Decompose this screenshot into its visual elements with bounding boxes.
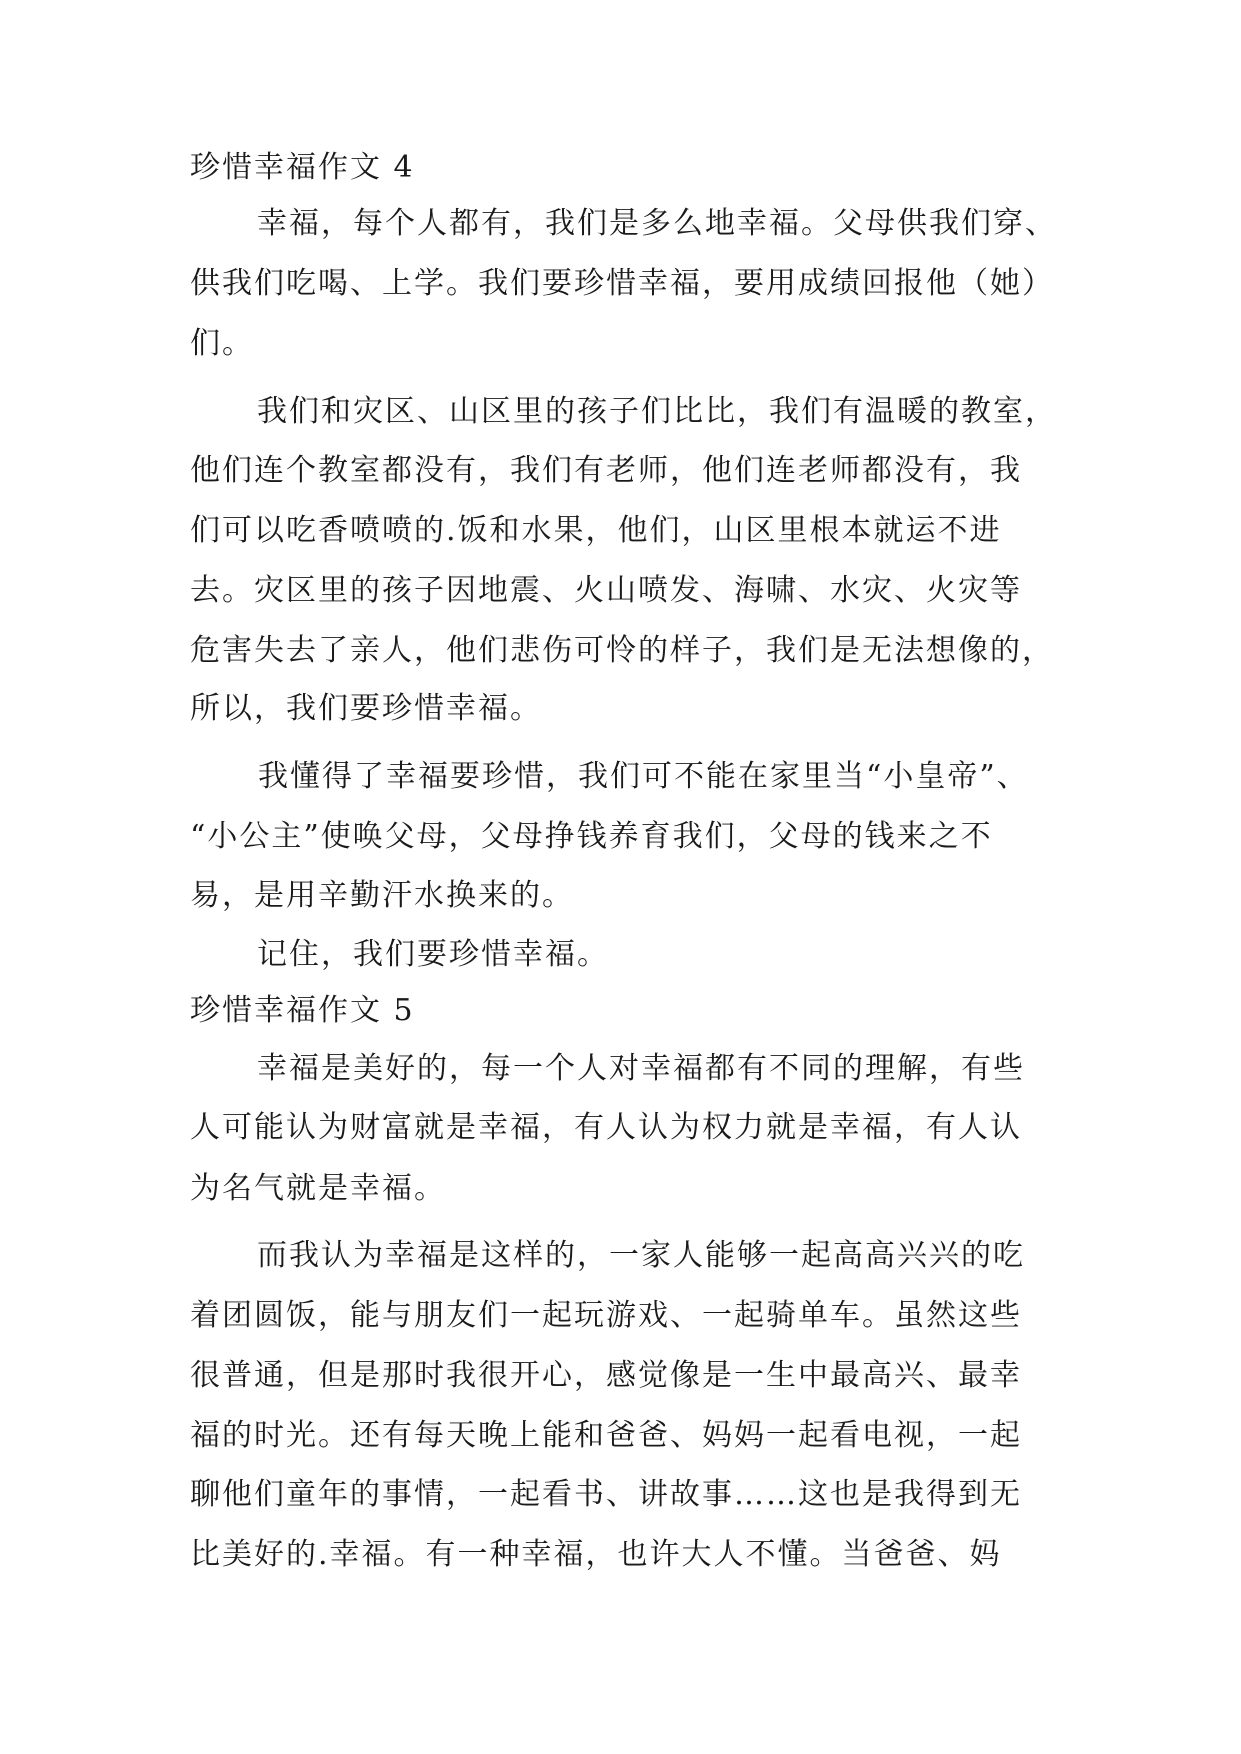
paragraph-line: 记住，我们要珍惜幸福。	[257, 937, 609, 972]
paragraph-line: 着团圆饭，能与朋友们一起玩游戏、一起骑单车。虽然这些	[190, 1298, 1022, 1333]
paragraph-line: “小公主”使唤父母，父母挣钱养育我们，父母的钱来之不	[190, 819, 993, 854]
paragraph-line: 聊他们童年的事情，一起看书、讲故事……这也是我得到无	[190, 1477, 1022, 1512]
paragraph-line: 比美好的.幸福。有一种幸福，也许大人不懂。当爸爸、妈	[190, 1537, 1002, 1572]
paragraph-line: 为名气就是幸福。	[190, 1171, 446, 1206]
paragraph-line: 我懂得了幸福要珍惜，我们可不能在家里当“小皇帝”、	[258, 759, 1029, 794]
paragraph-line: 我们和灾区、山区里的孩子们比比，我们有温暖的教室，	[257, 394, 1057, 429]
paragraph-line: 很普通，但是那时我很开心，感觉像是一生中最高兴、最幸	[190, 1358, 1022, 1393]
section-heading-5: 珍惜幸福作文 5	[190, 993, 415, 1028]
paragraph-line: 们可以吃香喷喷的.饭和水果，他们，山区里根本就运不进	[190, 513, 1002, 548]
paragraph-line: 去。灾区里的孩子因地震、火山喷发、海啸、水灾、火灾等	[190, 573, 1022, 608]
paragraph-line: 他们连个教室都没有，我们有老师，他们连老师都没有，我	[190, 453, 1022, 488]
paragraph-line: 们。	[190, 326, 254, 361]
paragraph-line: 而我认为幸福是这样的，一家人能够一起高高兴兴的吃	[257, 1238, 1025, 1273]
paragraph-line: 易，是用辛勤汗水换来的。	[190, 878, 574, 913]
paragraph-line: 危害失去了亲人，他们悲伤可怜的样子，我们是无法想像的，	[190, 633, 1054, 668]
paragraph-line: 福的时光。还有每天晚上能和爸爸、妈妈一起看电视，一起	[190, 1418, 1022, 1453]
paragraph-line: 幸福，每个人都有，我们是多么地幸福。父母供我们穿、	[257, 206, 1057, 241]
paragraph-line: 幸福是美好的，每一个人对幸福都有不同的理解，有些	[257, 1051, 1025, 1086]
paragraph-line: 供我们吃喝、上学。我们要珍惜幸福，要用成绩回报他（她）	[190, 266, 1054, 301]
paragraph-line: 所以，我们要珍惜幸福。	[190, 691, 542, 726]
paragraph-line: 人可能认为财富就是幸福，有人认为权力就是幸福，有人认	[190, 1110, 1022, 1145]
section-heading-4: 珍惜幸福作文 4	[190, 150, 415, 185]
